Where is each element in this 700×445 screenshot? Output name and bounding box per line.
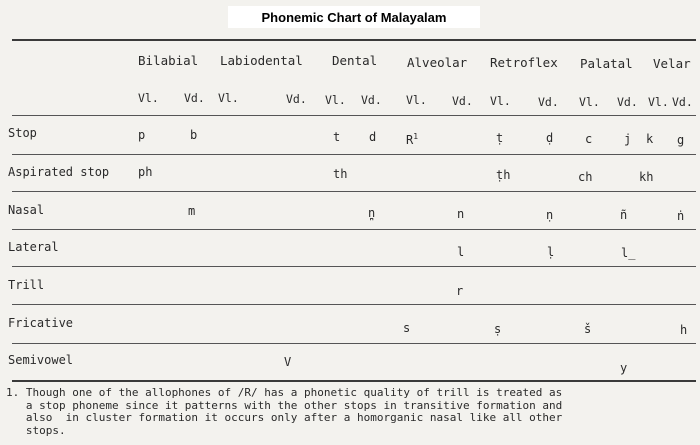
phoneme-cell: ñ [620, 208, 628, 222]
phoneme-cell: š [584, 322, 592, 336]
phoneme-cell: b [190, 128, 198, 142]
phoneme-cell: t [333, 130, 341, 144]
col-header-retroflex: Retroflex [490, 55, 558, 70]
phoneme-cell: ḍ [546, 131, 554, 145]
col-header-velar: Velar [653, 56, 691, 71]
row-rule [12, 154, 696, 155]
phoneme-cell: k [646, 132, 654, 146]
voicing-label: Vl. [325, 93, 346, 107]
phoneme-cell: ṅ [677, 209, 685, 223]
phoneme-cell: l̲ [621, 246, 636, 260]
row-label-trill: Trill [8, 278, 45, 292]
row-label-lateral: Lateral [8, 240, 59, 254]
row-label-stop: Stop [8, 126, 37, 140]
phoneme-cell: V [284, 355, 292, 369]
row-rule [12, 343, 696, 344]
phoneme-cell: d [369, 130, 377, 144]
footnote-marker: 1 [413, 132, 419, 141]
bottom-rule [12, 380, 696, 382]
phoneme-cell: g [677, 133, 685, 147]
voicing-label: Vl. [490, 94, 511, 108]
voicing-label: Vd. [286, 92, 307, 106]
phoneme-cell: s [403, 321, 411, 335]
phoneme-cell: ṭ [496, 131, 504, 145]
header-rule [12, 115, 696, 116]
phoneme-cell: p [138, 128, 146, 142]
phoneme-cell: ph [138, 165, 153, 179]
phoneme-cell [406, 130, 418, 147]
row-label-nasal: Nasal [8, 203, 45, 217]
phoneme-cell: ṣ [494, 322, 502, 336]
row-rule [12, 266, 696, 267]
phoneme-cell: n̪ [368, 206, 376, 220]
voicing-label: Vd. [184, 91, 205, 105]
voicing-label: Vl. [138, 91, 159, 105]
voicing-label: Vd. [538, 95, 559, 109]
top-rule [12, 39, 696, 41]
phoneme-cell: m [188, 204, 196, 218]
col-header-dental: Dental [332, 53, 378, 68]
phoneme-cell: c [585, 132, 593, 146]
voicing-label: Vl. [648, 95, 669, 109]
phoneme-cell: j [624, 132, 632, 146]
phoneme-cell: ṭh [496, 168, 511, 182]
phoneme-cell: l [457, 245, 465, 259]
col-header-palatal: Palatal [580, 56, 633, 71]
voicing-label: Vl. [406, 93, 427, 107]
phoneme-cell: th [333, 167, 348, 181]
voicing-label: Vl. [218, 91, 239, 105]
phoneme-cell: y [620, 361, 628, 375]
phoneme-cell: ḷ [547, 245, 555, 259]
phoneme-cell: h [680, 323, 688, 337]
col-header-alveolar: Alveolar [407, 55, 468, 70]
row-rule [12, 304, 696, 305]
voicing-label: Vd. [361, 93, 382, 107]
chart-title: Phonemic Chart of Malayalam [228, 6, 480, 28]
phoneme-cell: kh [639, 170, 654, 184]
row-rule [12, 229, 696, 230]
col-header-bilabial: Bilabial [138, 53, 199, 68]
row-rule [12, 191, 696, 192]
phoneme-cell: ch [578, 170, 593, 184]
row-label-semivowel: Semivowel [8, 353, 74, 367]
phoneme-cell: ṇ [546, 208, 554, 222]
footnote: 1. Though one of the allophones of /R/ has a phonetic quality of trill is treated as a stop phoneme since it patterns with the other stops in transitive formation and also in cluster formation it occurs only after a homorganic nasal like all other stops. [6, 386, 563, 437]
phoneme-cell: r [456, 284, 464, 298]
phoneme-cell: n [457, 207, 465, 221]
row-label-fricative: Fricative [8, 316, 74, 330]
voicing-label: Vd. [617, 95, 638, 109]
row-label-aspirated-stop: Aspirated stop [8, 165, 110, 179]
phoneme-symbol: R [406, 133, 414, 147]
voicing-label: Vd. [452, 94, 473, 108]
voicing-label: Vl. [579, 95, 600, 109]
col-header-labiodental: Labiodental [220, 53, 303, 68]
voicing-label: Vd. [672, 95, 693, 109]
